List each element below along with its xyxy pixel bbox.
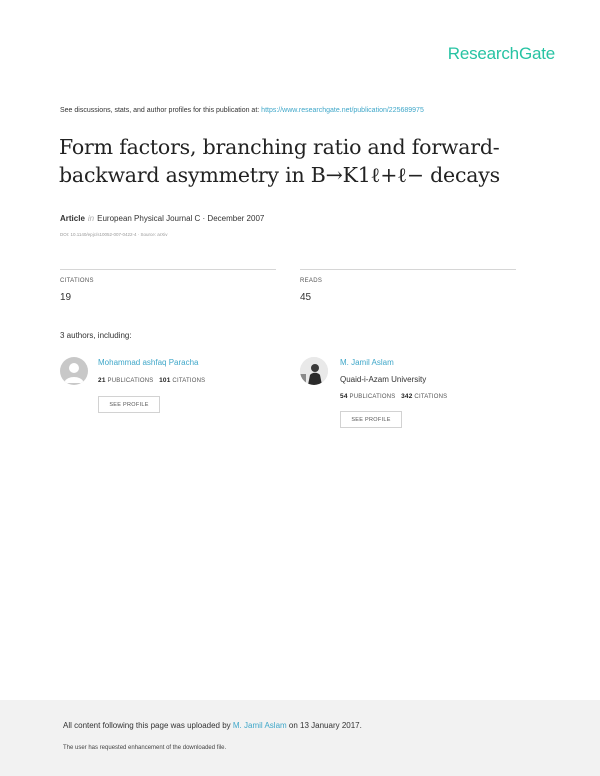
publication-title: Form factors, branching ratio and forward-backward asymmetry in B→K1ℓ+ℓ− decays	[59, 135, 500, 187]
avatar[interactable]	[300, 357, 328, 385]
author-citations-count: 342	[401, 393, 413, 400]
author-citations-count: 101	[159, 377, 171, 384]
publications-label: PUBLICATIONS	[107, 378, 154, 384]
discussion-note	[60, 107, 424, 114]
reads-divider	[300, 269, 516, 270]
publication-link[interactable]: https://www.researchgate.net/publication/225689975	[261, 107, 424, 114]
reads-label: READS	[300, 278, 323, 284]
author-stats	[340, 393, 447, 400]
researchgate-logo[interactable]: ResearchGate	[447, 44, 555, 63]
reads-count: 45	[300, 292, 312, 303]
discussion-text: See discussions, stats, and author profiles for this publication at:	[60, 107, 262, 114]
enhancement-note: The user has requested enhancement of the downloaded file.	[63, 745, 227, 751]
author-name-link[interactable]: M. Jamil Aslam	[340, 358, 394, 367]
publication-meta	[60, 214, 264, 223]
upload-note	[63, 721, 362, 730]
author-citations-label: CITATIONS	[414, 394, 448, 400]
journal-info: European Physical Journal C · December 2007	[97, 214, 265, 223]
publications-label: PUBLICATIONS	[349, 394, 396, 400]
author-stats	[98, 377, 205, 384]
citations-label: CITATIONS	[60, 278, 94, 284]
default-user-icon	[60, 357, 88, 385]
in-label: in	[87, 214, 95, 223]
citations-divider	[60, 269, 276, 270]
citations-count: 19	[60, 292, 72, 303]
see-profile-button[interactable]: SEE PROFILE	[340, 411, 402, 428]
footer	[0, 700, 600, 776]
avatar[interactable]	[60, 357, 88, 385]
uploader-link[interactable]: M. Jamil Aslam	[232, 721, 287, 730]
article-type: Article	[60, 214, 85, 223]
upload-note-date: on 13 January 2017.	[286, 721, 362, 730]
doi-source: DOI: 10.1140/epjc/s10052-007-0422-4 · Source: arXiv	[60, 232, 168, 237]
publications-count: 54	[340, 393, 348, 400]
author-name-link[interactable]: Mohammad ashfaq Paracha	[98, 358, 199, 367]
authors-heading: 3 authors, including:	[60, 331, 132, 340]
author-citations-label: CITATIONS	[172, 378, 206, 384]
publications-count: 21	[98, 377, 106, 384]
author-photo-icon	[300, 357, 328, 385]
author-institution: Quaid-i-Azam University	[340, 375, 427, 384]
see-profile-button[interactable]: SEE PROFILE	[98, 396, 160, 413]
upload-note-prefix: All content following this page was uploaded by	[63, 721, 233, 730]
